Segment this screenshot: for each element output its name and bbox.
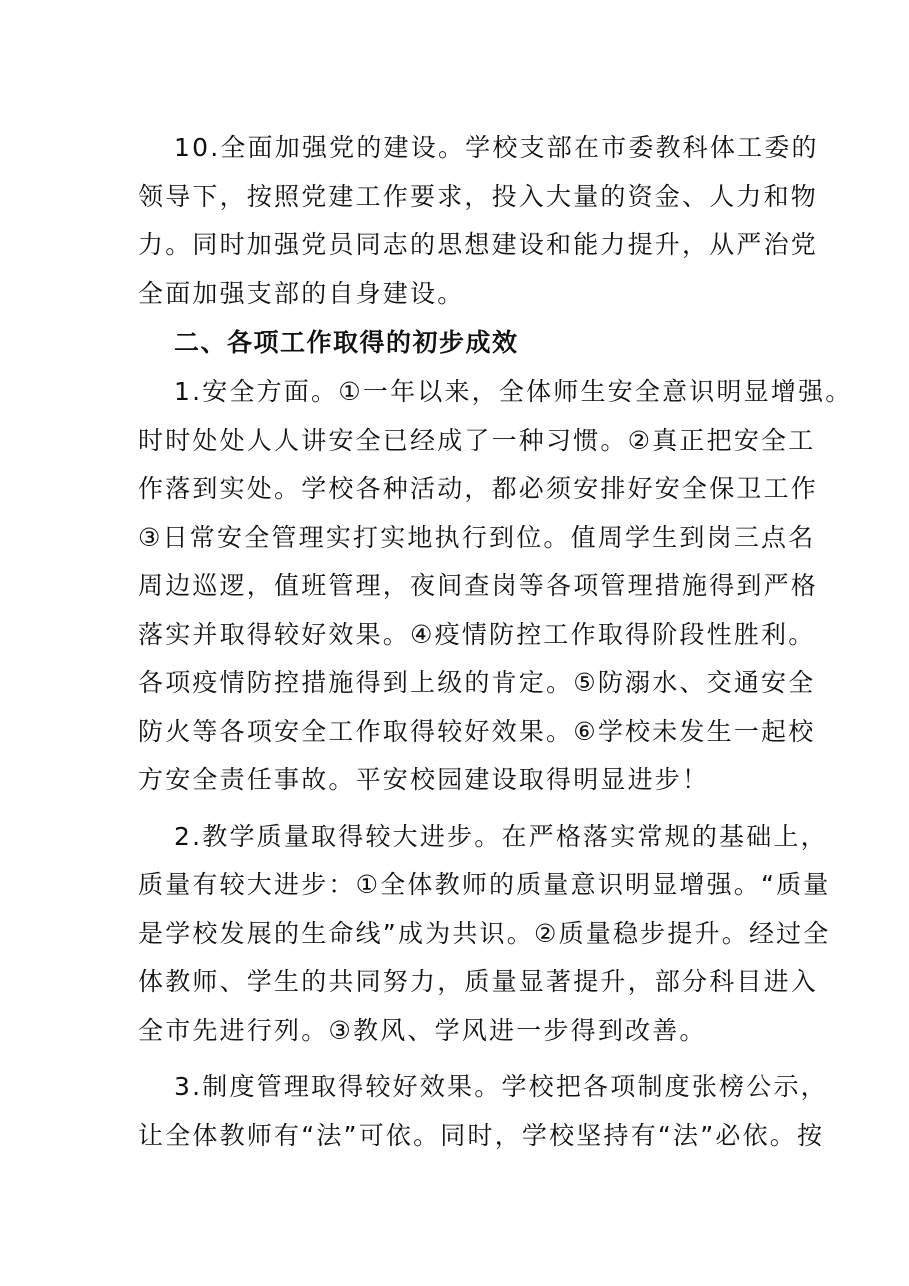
text-line: 时时处处人人讲安全已经成了一种习惯。②真正把安全工: [138, 425, 816, 455]
text-line: 各项疫情防控措施得到上级的肯定。⑤防溺水、交通安全: [138, 668, 816, 697]
paragraph-2-teaching: [138, 813, 831, 1056]
text-line: 3.制度管理取得较好效果。学校把各项制度张榜公示，: [174, 1072, 828, 1101]
text-line: 力。同时加强党员同志的思想建设和能力提升，从严治党: [138, 230, 819, 259]
text-line: 2.教学质量取得较大进步。在严格落实常规的基础上，: [174, 821, 828, 851]
text-line: 全市先进行列。③教风、学风进一步得到改善。: [138, 1015, 707, 1045]
section-heading: 二、各项工作取得的初步成效: [174, 328, 519, 357]
document-page: [138, 124, 853, 1160]
text-line: 作落到实处。学校各种活动，都必须安排好安全保卫工作: [138, 474, 819, 503]
text-line: 让全体教师有“法”可依。同时，学校坚持有“法”必依。按: [138, 1120, 825, 1150]
paragraph-3-management: [138, 1063, 828, 1160]
text-line: 全面加强支部的自身建设。: [138, 278, 465, 308]
paragraph-gap: [138, 1055, 778, 1063]
text-line: 10.全面加强党的建设。学校支部在市委教科体工委的: [174, 133, 819, 162]
text-line: 周边巡逻，值班管理，夜间查岗等各项管理措施得到严格: [138, 571, 819, 600]
paragraph-1-safety: [138, 368, 853, 805]
paragraph-gap: [138, 805, 778, 813]
text-line: 1.安全方面。①一年以来，全体师生安全意识明显增强。: [174, 377, 853, 406]
text-line: 落实并取得较好效果。④疫情防控工作取得阶段性胜利。: [138, 619, 816, 649]
text-line: 是学校发展的生命线”成为共识。②质量稳步提升。经过全: [138, 918, 831, 948]
text-line: 质量有较大进步：①全体教师的质量意识明显增强。“质量: [138, 870, 831, 899]
paragraph-10: [138, 124, 819, 318]
text-line: ③日常安全管理实打实地执行到位。值周学生到岗三点名: [138, 522, 816, 552]
text-line: 体教师、学生的共同努力，质量显著提升，部分科目进入: [138, 967, 819, 996]
text-line: 防火等各项安全工作取得较好效果。⑥学校未发生一起校: [138, 716, 816, 746]
text-line: 方安全责任事故。平安校园建设取得明显进步！: [138, 765, 710, 794]
text-line: 领导下，按照党建工作要求，投入大量的资金、人力和物: [138, 181, 819, 211]
